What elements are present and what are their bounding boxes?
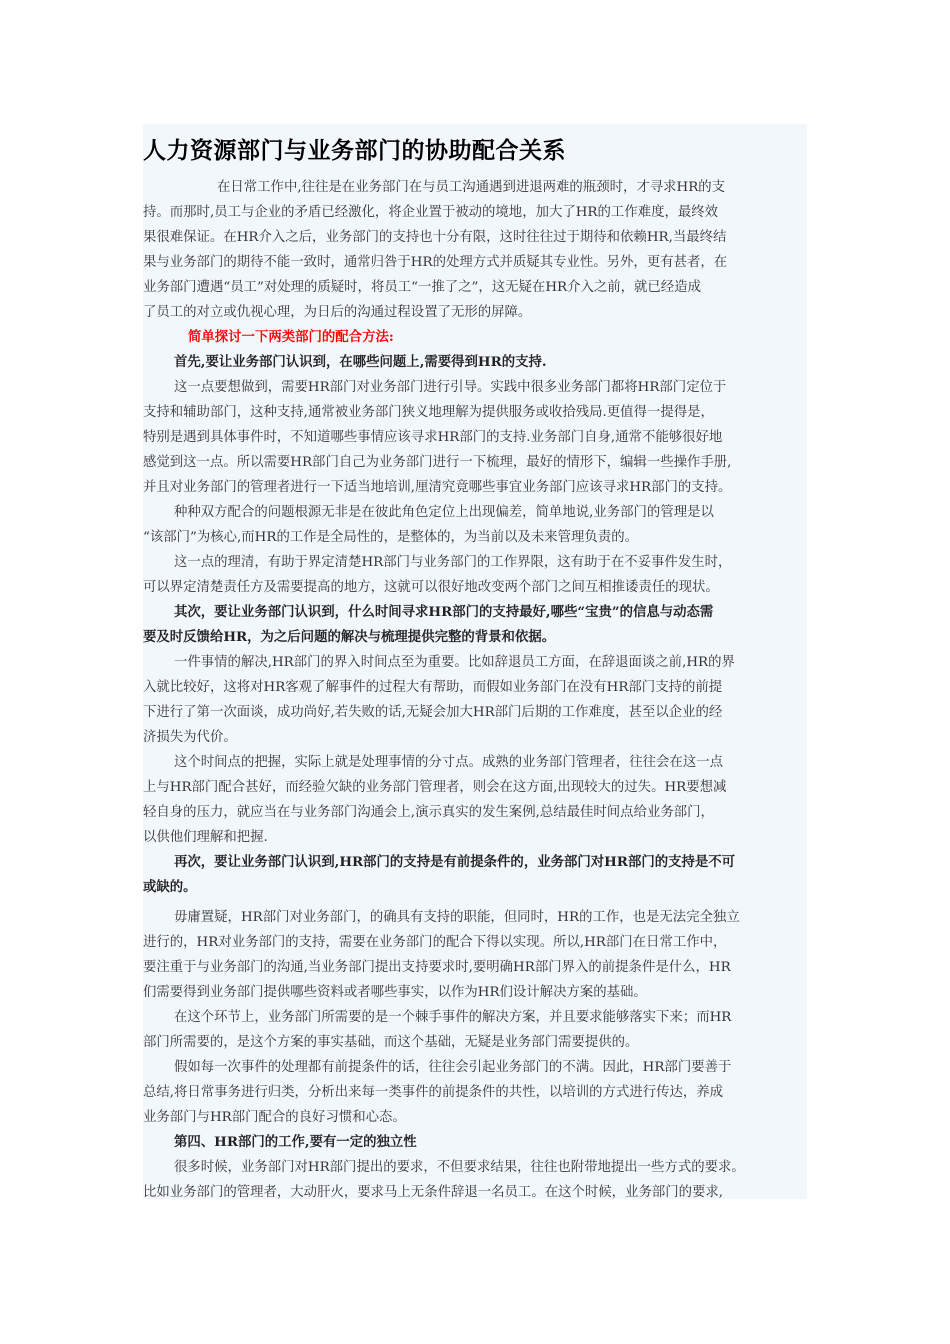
paragraph-line: 果与业务部门的期待不能一致时，通常归咎于HR的处理方式并质疑其专业性。另外，更有甚者，在 (143, 255, 728, 270)
paragraph-line: 假如每一次事件的处理都有前提条件的话，往往会引起业务部门的不满。因此，HR部门要善于 (174, 1060, 732, 1075)
paragraph-line: 在这个环节上，业务部门所需要的是一个棘手事件的解决方案，并且要求能够落实下来；而HR (174, 1010, 732, 1025)
paragraph-line: 可以界定清楚责任方及需要提高的地方，这就可以很好地改变两个部门之间互相推诿责任的现状。 (143, 580, 719, 595)
paragraph-line: 比如业务部门的管理者，大动肝火，要求马上无条件辞退一名员工。在这个时候，业务部门的要求, (143, 1185, 724, 1199)
paragraph-line: 特别是遇到具体事件时，不知道哪些事情应该寻求HR部门的支持.业务部门自身,通常不能够很好地 (143, 430, 723, 445)
paragraph-line: 总结,将日常事务进行归类，分析出来每一类事件的前提条件的共性，以培训的方式进行传达，养成 (143, 1085, 724, 1100)
paragraph-line: 在日常工作中,往往是在业务部门在与员工沟通遇到进退两难的瓶颈时，才寻求HR的支 (217, 180, 726, 195)
paragraph-line: 上与HR部门配合甚好，而经验欠缺的业务部门管理者，则会在这方面,出现较大的过失。HR要想减 (143, 780, 727, 795)
paragraph-line: 了员工的对立或仇视心理，为日后的沟通过程设置了无形的屏障。 (143, 305, 532, 320)
heading-line: 要及时反馈给HR，为之后问题的解决与梳理提供完整的背景和依据。 (143, 629, 556, 645)
paragraph-line: 这一点的理清，有助于界定清楚HR部门与业务部门的工作界限，这有助于在不妥事件发生时， (174, 555, 732, 570)
heading-line: 简单探讨一下两类部门的配合方法: (188, 329, 394, 345)
paragraph-line: 果很难保证。在HR介入之后，业务部门的支持也十分有限，这时往往过于期待和依赖HR,当最终结 (143, 230, 727, 245)
document-title: 人力资源部门与业务部门的协助配合关系 (143, 138, 566, 164)
paragraph-line: 业务部门与HR部门配合的良好习惯和心态。 (143, 1110, 406, 1125)
document-body (143, 175, 807, 1199)
heading-line: 或缺的。 (143, 879, 197, 895)
paragraph-line: 济损失为代价。 (143, 730, 237, 745)
paragraph-line: 们需要得到业务部门提供哪些资料或者哪些事实，以作为HR们设计解决方案的基础。 (143, 985, 647, 1000)
paragraph-line: 以供他们理解和把握. (143, 830, 268, 845)
heading-line: 再次，要让业务部门认识到,HR部门的支持是有前提条件的，业务部门对HR部门的支持是不可 (174, 854, 736, 870)
paragraph-line: 持。而那时,员工与企业的矛盾已经激化，将企业置于被动的境地，加大了HR的工作难度，最终效 (143, 205, 719, 220)
paragraph-line: “该部门”为核心,而HR的工作是全局性的，是整体的，为当前以及未来管理负责的。 (143, 530, 638, 545)
paragraph-line: 入就比较好，这将对HR客观了解事件的过程大有帮助，而假如业务部门在没有HR部门支持的前提 (143, 680, 723, 695)
paragraph-line: 很多时候，业务部门对HR部门提出的要求，不但要求结果，往往也附带地提出一些方式的要求。 (174, 1160, 745, 1175)
paragraph-line: 这个时间点的把握，实际上就是处理事情的分寸点。成熟的业务部门管理者，往往会在这一点 (174, 755, 724, 770)
heading-line: 首先,要让业务部门认识到，在哪些问题上,需要得到HR的支持. (174, 354, 547, 370)
document-page (143, 124, 807, 1199)
paragraph-line: 下进行了第一次面谈，成功尚好,若失败的话,无疑会加大HR部门后期的工作难度，甚至以企业的经 (143, 705, 723, 720)
heading-line: 第四、HR部门的工作,要有一定的独立性 (174, 1134, 417, 1150)
heading-line: 其次，要让业务部门认识到，什么时间寻求HR部门的支持最好,哪些“宝贵”的信息与动态需 (174, 604, 714, 620)
paragraph-line: 一件事情的解决,HR部门的界入时间点至为重要。比如辞退员工方面，在辞退面谈之前,HR的界 (174, 655, 735, 670)
paragraph-line: 毋庸置疑，HR部门对业务部门，的确具有支持的职能，但同时，HR的工作，也是无法完全独立 (174, 910, 740, 925)
paragraph-line: 要注重于与业务部门的沟通,当业务部门提出支持要求时,要明确HR部门界入的前提条件是什么，HR (143, 960, 731, 975)
paragraph-line: 感觉到这一点。所以需要HR部门自己为业务部门进行一下梳理，最好的情形下，编辑一些操作手册, (143, 455, 732, 470)
paragraph-line: 部门所需要的，是这个方案的事实基础，而这个基础，无疑是业务部门需要提供的。 (143, 1035, 639, 1050)
paragraph-line: 并且对业务部门的管理者进行一下适当地培训,厘清究竟哪些事宜业务部门应该寻求HR部门的支持。 (143, 480, 732, 495)
paragraph-line: 支持和辅助部门，这种支持,通常被业务部门狭义地理解为提供服务或收拾残局.更值得一提得是， (143, 405, 714, 420)
paragraph-line: 进行的，HR对业务部门的支持，需要在业务部门的配合下得以实现。所以,HR部门在日常工作中， (143, 935, 727, 950)
paragraph-line: 轻自身的压力，就应当在与业务部门沟通会上,演示真实的发生案例,总结最佳时间点给业务部门， (143, 805, 714, 820)
paragraph-line: 这一点要想做到，需要HR部门对业务部门进行引导。实践中很多业务部门都将HR部门定位于 (174, 380, 727, 395)
paragraph-line: 种种双方配合的问题根源无非是在彼此角色定位上出现偏差，简单地说,业务部门的管理是以 (174, 505, 714, 520)
paragraph-line: 业务部门遭遇“员工”对处理的质疑时，将员工“一推了之”，这无疑在HR介入之前，就已经造成 (143, 280, 701, 295)
